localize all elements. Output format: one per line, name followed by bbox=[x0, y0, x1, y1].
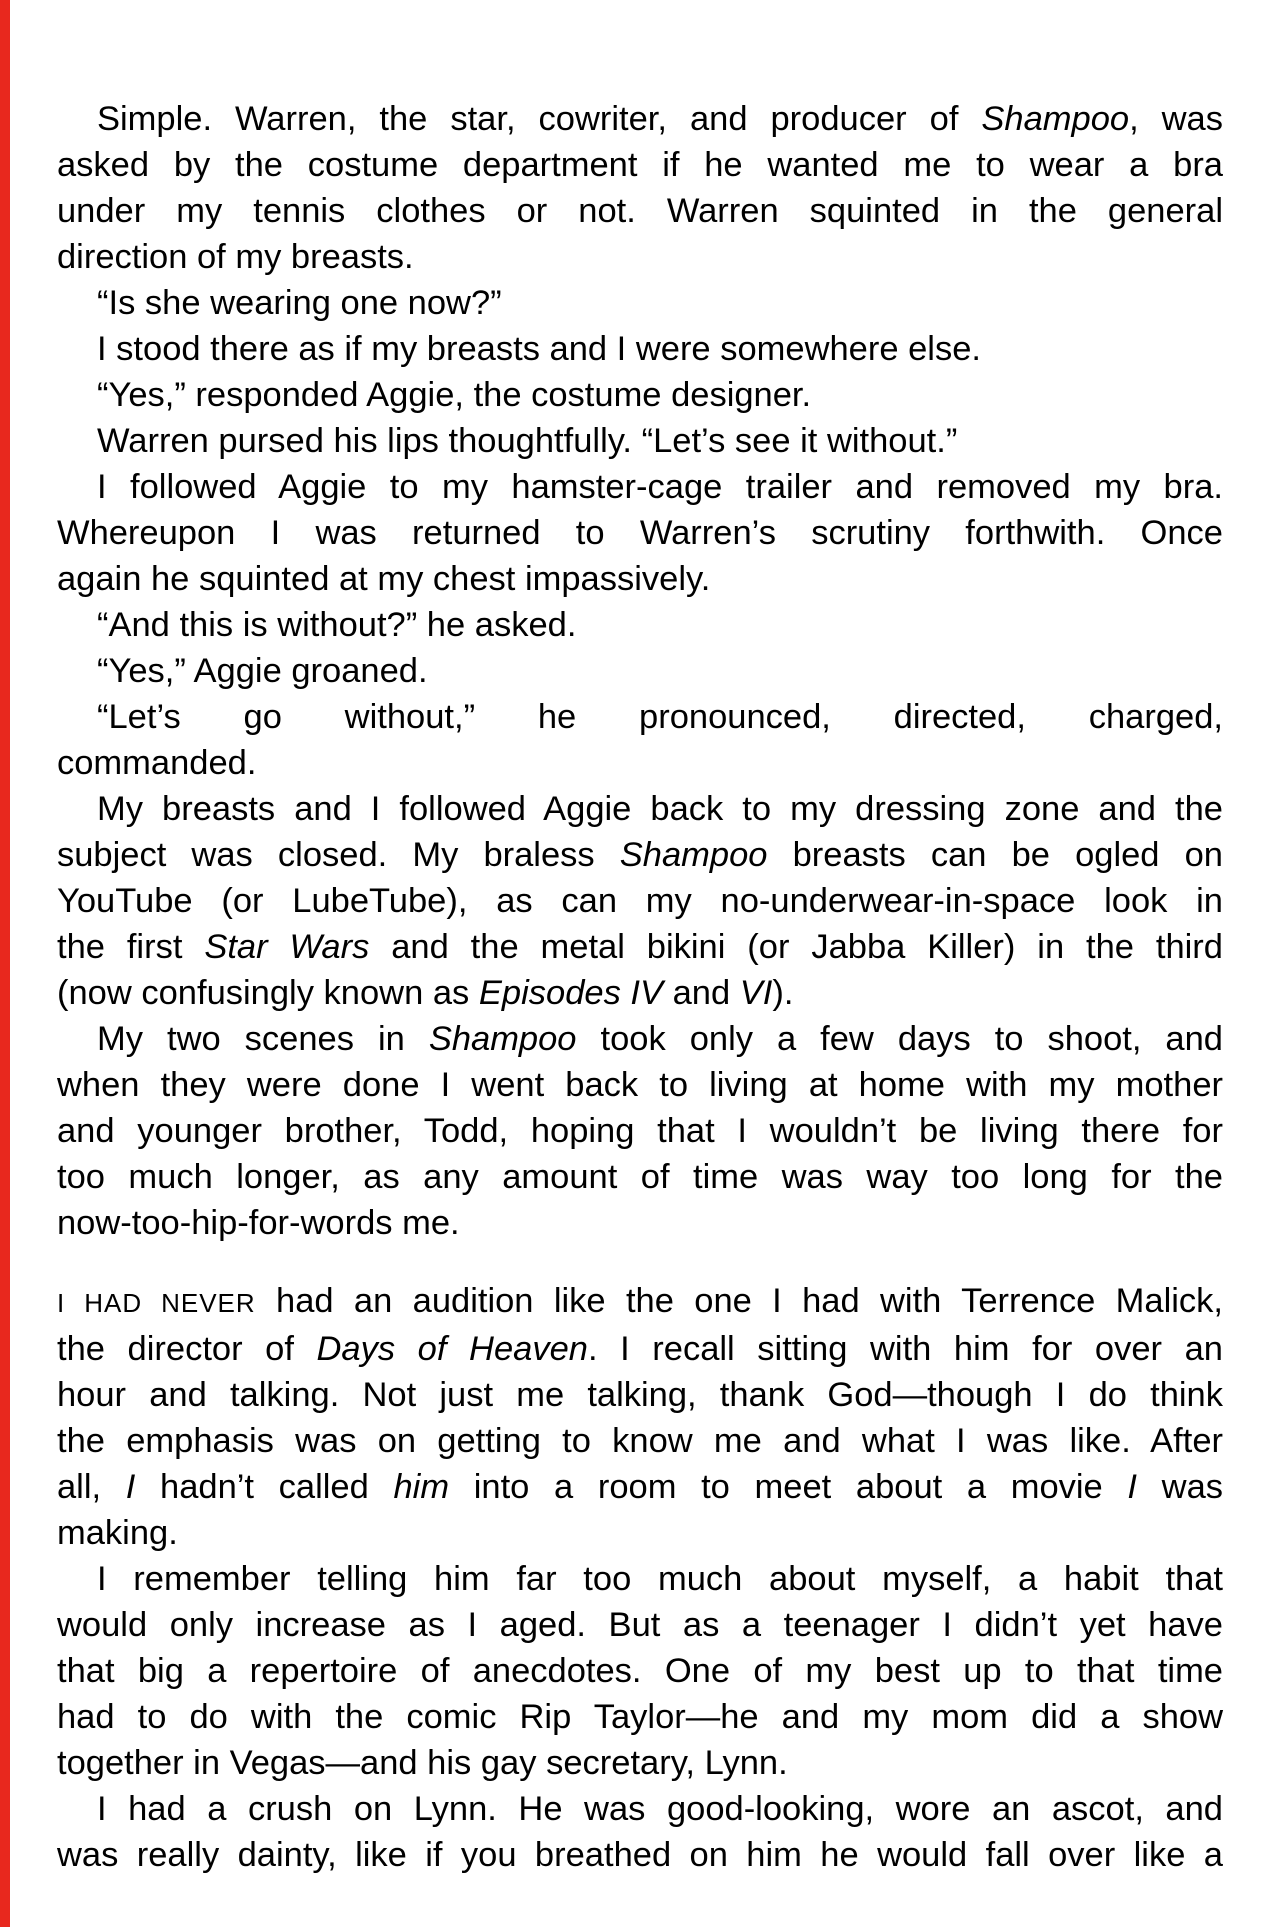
paragraph-14 bbox=[57, 1786, 1223, 1878]
text-line bbox=[57, 96, 1223, 142]
body-text: the emphasis was on getting to know me and what I was like. After bbox=[57, 1422, 1223, 1460]
paragraph-7 bbox=[57, 602, 1223, 648]
italic-text: Star Wars bbox=[204, 928, 370, 966]
text-line bbox=[57, 188, 1223, 234]
italic-text: VI bbox=[739, 974, 773, 1012]
text-line bbox=[57, 464, 1223, 510]
body-text: (now confusingly known as bbox=[57, 974, 479, 1012]
body-text: breasts can be ogled on bbox=[767, 836, 1223, 874]
text-line bbox=[57, 1418, 1223, 1464]
body-text: all, bbox=[57, 1468, 126, 1506]
body-text: would only increase as I aged. But as a teenager I didn’t yet have bbox=[57, 1606, 1223, 1644]
body-text: took only a few days to shoot, and bbox=[576, 1020, 1223, 1058]
text-line bbox=[57, 878, 1223, 924]
body-text: I followed Aggie to my hamster-cage trailer and removed my bra. bbox=[97, 468, 1223, 506]
body-text: asked by the costume department if he wanted me to wear a bra bbox=[57, 146, 1223, 184]
text-line bbox=[57, 1832, 1223, 1878]
body-text: hadn’t called bbox=[135, 1468, 394, 1506]
paragraph-4 bbox=[57, 372, 1223, 418]
small-caps-text: I HAD NEVER bbox=[57, 1288, 256, 1318]
text-line bbox=[57, 418, 1223, 464]
body-text: under my tennis clothes or not. Warren squinted in the general bbox=[57, 192, 1223, 230]
body-text: “Is she wearing one now?” bbox=[97, 284, 502, 322]
body-text: “Yes,” responded Aggie, the costume designer. bbox=[97, 376, 812, 414]
text-line bbox=[57, 1200, 1223, 1246]
body-text: direction of my breasts. bbox=[57, 238, 414, 276]
text-line bbox=[57, 648, 1223, 694]
body-text: “And this is without?” he asked. bbox=[97, 606, 577, 644]
body-text: Warren pursed his lips thoughtfully. “Let’s see it without.” bbox=[97, 422, 958, 460]
paragraph-12 bbox=[57, 1278, 1223, 1556]
body-text: and bbox=[663, 974, 740, 1012]
text-line bbox=[57, 1154, 1223, 1200]
text-line bbox=[57, 372, 1223, 418]
body-text: I remember telling him far too much about myself, a habit that bbox=[97, 1560, 1223, 1598]
paragraph-13 bbox=[57, 1556, 1223, 1786]
text-line bbox=[57, 1372, 1223, 1418]
text-line bbox=[57, 832, 1223, 878]
text-line bbox=[57, 602, 1223, 648]
body-text: again he squinted at my chest impassively. bbox=[57, 560, 711, 598]
text-line bbox=[57, 1016, 1223, 1062]
body-text: Simple. Warren, the star, cowriter, and producer of bbox=[97, 100, 982, 138]
body-text: subject was closed. My braless bbox=[57, 836, 620, 874]
text-line bbox=[57, 1556, 1223, 1602]
text-line bbox=[57, 1740, 1223, 1786]
text-line bbox=[57, 326, 1223, 372]
body-text: together in Vegas—and his gay secretary, Lynn. bbox=[57, 1744, 788, 1782]
body-text: making. bbox=[57, 1514, 178, 1552]
body-text: YouTube (or LubeTube), as can my no-underwear-in-space look in bbox=[57, 882, 1223, 920]
italic-text: I bbox=[1127, 1468, 1137, 1506]
text-line bbox=[57, 1464, 1223, 1510]
italic-text: Shampoo bbox=[428, 1020, 577, 1058]
text-line bbox=[57, 1278, 1223, 1326]
body-text: now-too-hip-for-words me. bbox=[57, 1204, 460, 1242]
body-text: hour and talking. Not just me talking, thank God—though I do think bbox=[57, 1376, 1223, 1414]
body-text: the first bbox=[57, 928, 205, 966]
text-line bbox=[57, 694, 1223, 740]
italic-text: him bbox=[393, 1468, 450, 1506]
italic-text: Episodes IV bbox=[478, 974, 663, 1012]
text-line bbox=[57, 280, 1223, 326]
italic-text: Days of Heaven bbox=[316, 1330, 588, 1368]
body-text: that big a repertoire of anecdotes. One of my best up to that time bbox=[57, 1652, 1223, 1690]
text-line bbox=[57, 786, 1223, 832]
body-text: commanded. bbox=[57, 744, 257, 782]
paragraph-3 bbox=[57, 326, 1223, 372]
body-text: and younger brother, Todd, hoping that I wouldn’t be living there for bbox=[57, 1112, 1223, 1150]
body-text: was bbox=[1137, 1468, 1224, 1506]
text-line bbox=[57, 1108, 1223, 1154]
text-line bbox=[57, 1510, 1223, 1556]
body-text: My breasts and I followed Aggie back to my dressing zone and the bbox=[97, 790, 1223, 828]
red-margin-bar bbox=[0, 0, 10, 1927]
body-text: . I recall sitting with him for over an bbox=[587, 1330, 1223, 1368]
text-line bbox=[57, 234, 1223, 280]
body-text: ). bbox=[772, 974, 794, 1012]
text-line bbox=[57, 970, 1223, 1016]
paragraph-8 bbox=[57, 648, 1223, 694]
text-line bbox=[57, 142, 1223, 188]
paragraph-9 bbox=[57, 694, 1223, 786]
text-line bbox=[57, 510, 1223, 556]
body-text: Whereupon I was returned to Warren’s scrutiny forthwith. Once bbox=[57, 514, 1223, 552]
italic-text: Shampoo bbox=[619, 836, 768, 874]
body-text: the director of bbox=[57, 1330, 317, 1368]
body-text: I had a crush on Lynn. He was good-looking, wore an ascot, and bbox=[97, 1790, 1223, 1828]
text-line bbox=[57, 556, 1223, 602]
italic-text: Shampoo bbox=[981, 100, 1130, 138]
paragraph-10 bbox=[57, 786, 1223, 1016]
body-text: had to do with the comic Rip Taylor—he and my mom did a show bbox=[57, 1698, 1223, 1736]
body-text: had an audition like the one I had with Terrence Malick, bbox=[255, 1282, 1223, 1320]
paragraph-5 bbox=[57, 418, 1223, 464]
paragraph-2 bbox=[57, 280, 1223, 326]
body-text: “Let’s go without,” he pronounced, directed, charged, bbox=[97, 698, 1223, 736]
body-text: too much longer, as any amount of time was way too long for the bbox=[57, 1158, 1223, 1196]
text-line bbox=[57, 1602, 1223, 1648]
body-text: , was bbox=[1129, 100, 1223, 138]
body-text: was really dainty, like if you breathed on him he would fall over like a bbox=[57, 1836, 1223, 1874]
text-line bbox=[57, 924, 1223, 970]
paragraph-6 bbox=[57, 464, 1223, 602]
body-text: I stood there as if my breasts and I were somewhere else. bbox=[97, 330, 981, 368]
body-text: when they were done I went back to living at home with my mother bbox=[57, 1066, 1223, 1104]
paragraph-11 bbox=[57, 1016, 1223, 1246]
body-text: and the metal bikini (or Jabba Killer) in the third bbox=[369, 928, 1223, 966]
italic-text: I bbox=[125, 1468, 136, 1506]
paragraph-1 bbox=[57, 96, 1223, 280]
body-text: “Yes,” Aggie groaned. bbox=[97, 652, 428, 690]
text-line bbox=[57, 1326, 1223, 1372]
body-text: My two scenes in bbox=[97, 1020, 429, 1058]
text-line bbox=[57, 740, 1223, 786]
page-text bbox=[57, 0, 1223, 1878]
body-text: into a room to meet about a movie bbox=[449, 1468, 1128, 1506]
text-line bbox=[57, 1694, 1223, 1740]
text-line bbox=[57, 1648, 1223, 1694]
text-line bbox=[57, 1786, 1223, 1832]
text-line bbox=[57, 1062, 1223, 1108]
